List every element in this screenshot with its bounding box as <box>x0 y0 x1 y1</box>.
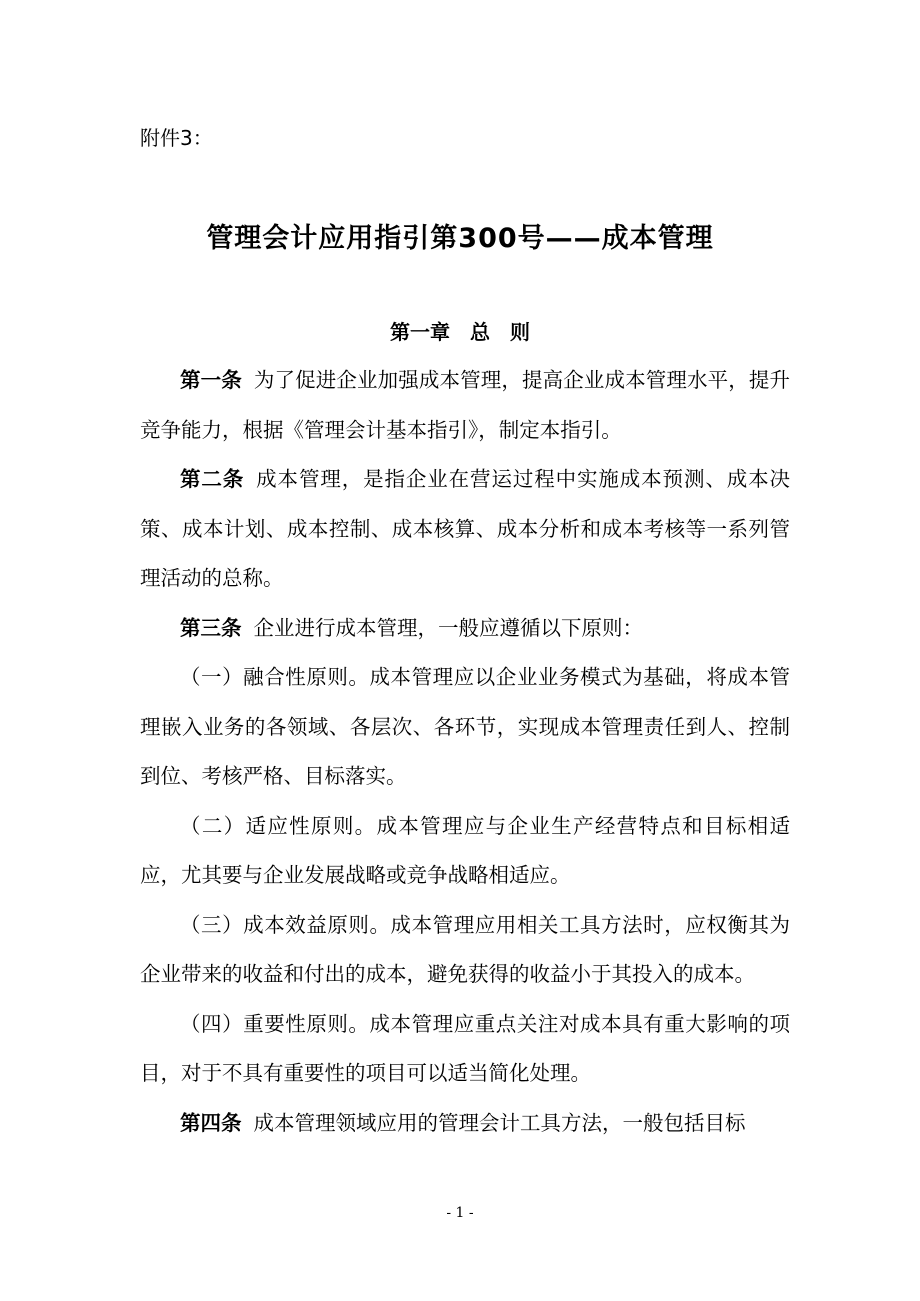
principle-4: （四）重要性原则。成本管理应重点关注对成本具有重大影响的项目，对于不具有重要性的项目可以适当简化处理。 <box>140 1011 790 1085</box>
article-3 <box>140 604 790 654</box>
article-label: 第三条 <box>180 615 242 640</box>
article-text: 成本管理领域应用的管理会计工具方法，一般包括目标 <box>253 1110 746 1135</box>
attachment-label: 附件3： <box>140 126 213 150</box>
article-label: 第四条 <box>180 1110 242 1135</box>
page-number: - 1 - <box>446 1205 474 1221</box>
article-text: 成本管理，是指企业在营运过程中实施成本预测、成本决策、成本计划、成本控制、成本核算、成本分析和成本考核等一系列管理活动的总称。 <box>140 467 791 590</box>
principle-3: （三）成本效益原则。成本管理应用相关工具方法时，应权衡其为企业带来的收益和付出的成本，避免获得的收益小于其投入的成本。 <box>140 912 790 986</box>
document-title: 管理会计应用指引第300号——成本管理 <box>206 223 714 254</box>
principle-2: （二）适应性原则。成本管理应与企业生产经营特点和目标相适应，尤其要与企业发展战略或竞争战略相适应。 <box>140 813 790 887</box>
article-label: 第二条 <box>180 467 245 491</box>
chapter-heading: 第一章 总 则 <box>390 320 530 344</box>
principle-1: （一）融合性原则。成本管理应以企业业务模式为基础，将成本管理嵌入业务的各领域、各层次、各环节，实现成本管理责任到人、控制到位、考核严格、目标落实。 <box>140 665 790 788</box>
article-1 <box>140 356 790 455</box>
article-label: 第一条 <box>180 368 242 392</box>
article-2 <box>140 455 790 604</box>
article-4 <box>140 1099 790 1149</box>
article-text: 为了促进企业加强成本管理，提高企业成本管理水平，提升竞争能力，根据《管理会计基本指引》，制定本指引。 <box>140 368 790 442</box>
article-text: 企业进行成本管理，一般应遵循以下原则： <box>253 615 643 640</box>
document-body <box>140 356 790 1148</box>
